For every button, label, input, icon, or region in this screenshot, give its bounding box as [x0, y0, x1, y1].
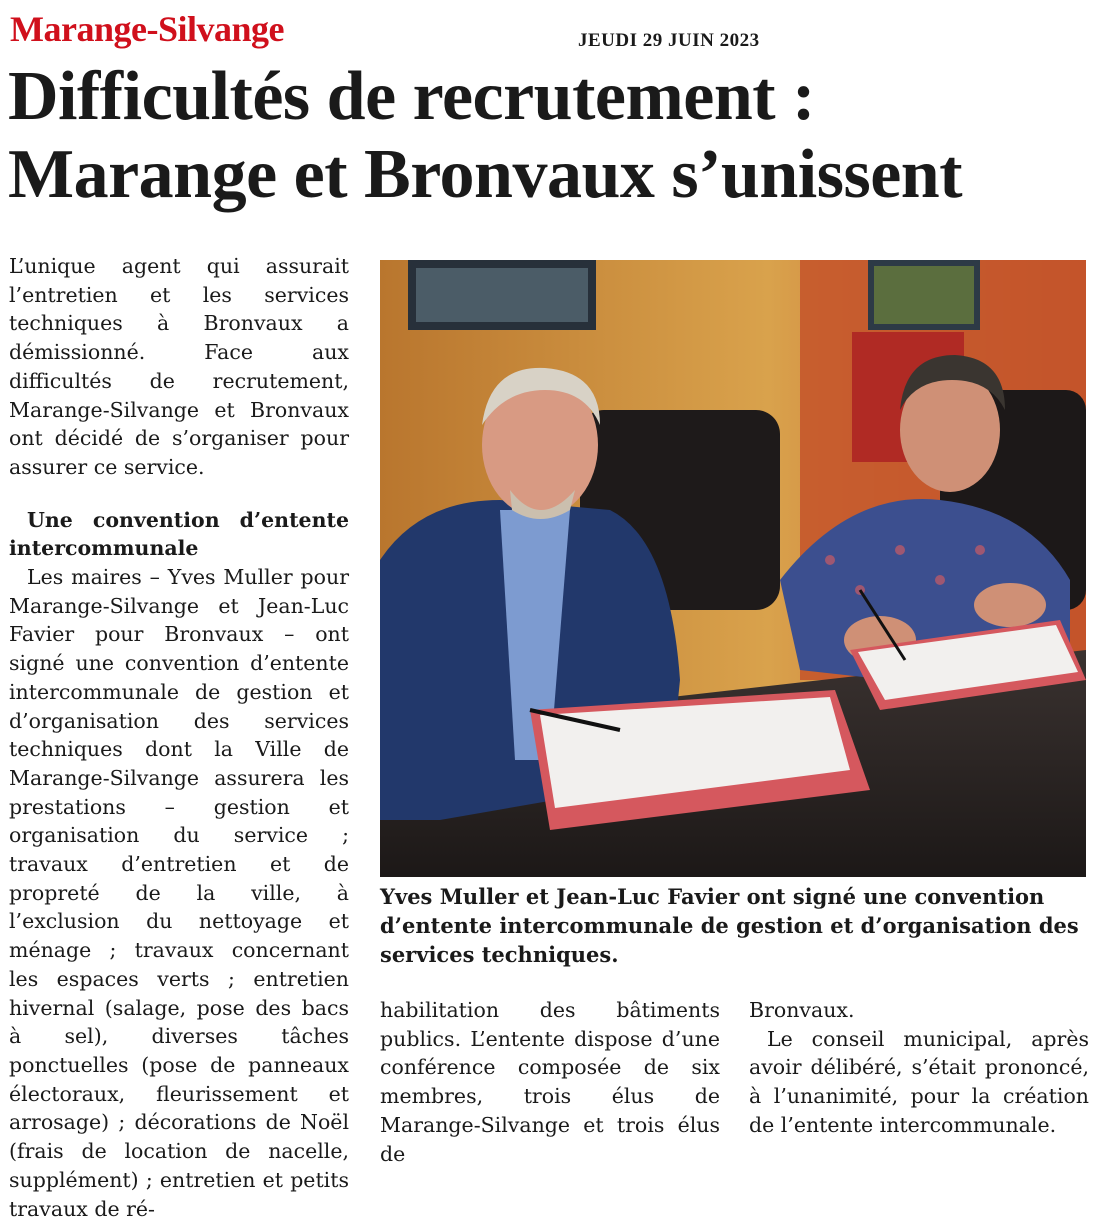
- publication-date: JEUDI 29 JUIN 2023: [578, 30, 760, 51]
- body-paragraph-1: Les maires – Yves Muller pour Marange-Silvange et Jean-Luc Favier pour Bronvaux – ont signé une convention d’entente intercommunale de gestion et d’organisation des services techniques dont la Ville de Marange-Silvange assurera les prestations – gestion et organisation du service ; travaux d’entretien et de propreté de la ville, à l’exclusion du nettoyage et ménage ; travaux concernant les espaces verts ; entretien hivernal (salage, pose des bacs à sel), diverses tâches ponctuelles (pose de panneaux électoraux, fleurissement et arrosage) ; décorations de Noël (frais de location de nacelle, supplément) ; entretien et petits travaux de ré-: [9, 565, 349, 1221]
- body-paragraph-3a: Bronvaux.: [749, 998, 855, 1022]
- photo-signing-icon: [380, 260, 1086, 877]
- headline: [8, 58, 1098, 214]
- headline-line-1: Difficultés de recrutement :: [8, 58, 815, 135]
- article-photo: [380, 260, 1086, 877]
- photo-caption: Yves Muller et Jean-Luc Favier ont signé une convention d’entente intercommunale de gestion et d’organisation des services techniques.: [380, 884, 1079, 967]
- headline-line-2: Marange et Bronvaux s’unissent: [8, 136, 963, 213]
- subheading: Une convention d’entente intercommunale: [9, 507, 349, 561]
- body-paragraph-2: habilitation des bâtiments publics. L’entente dispose d’une conférence composée de six membres, trois élus de Marange-Silvange et trois élus de: [380, 998, 720, 1166]
- body-paragraph-3b: Le conseil municipal, après avoir délibéré, s’était prononcé, à l’unanimité, pour la création de l’entente intercommunale.: [749, 1026, 1089, 1137]
- lead-paragraph: L’unique agent qui assurait l’entretien et les services techniques à Bronvaux a démissionné. Face aux difficultés de recrutement, Marange-Silvange et Bronvaux ont décidé de s’organiser pour assurer ce service.: [9, 254, 349, 479]
- section-rubric: Marange-Silvange: [10, 9, 284, 49]
- article-column-3: [749, 996, 1089, 1140]
- article-column-2: [380, 996, 720, 1168]
- article-column-1: [9, 252, 349, 1223]
